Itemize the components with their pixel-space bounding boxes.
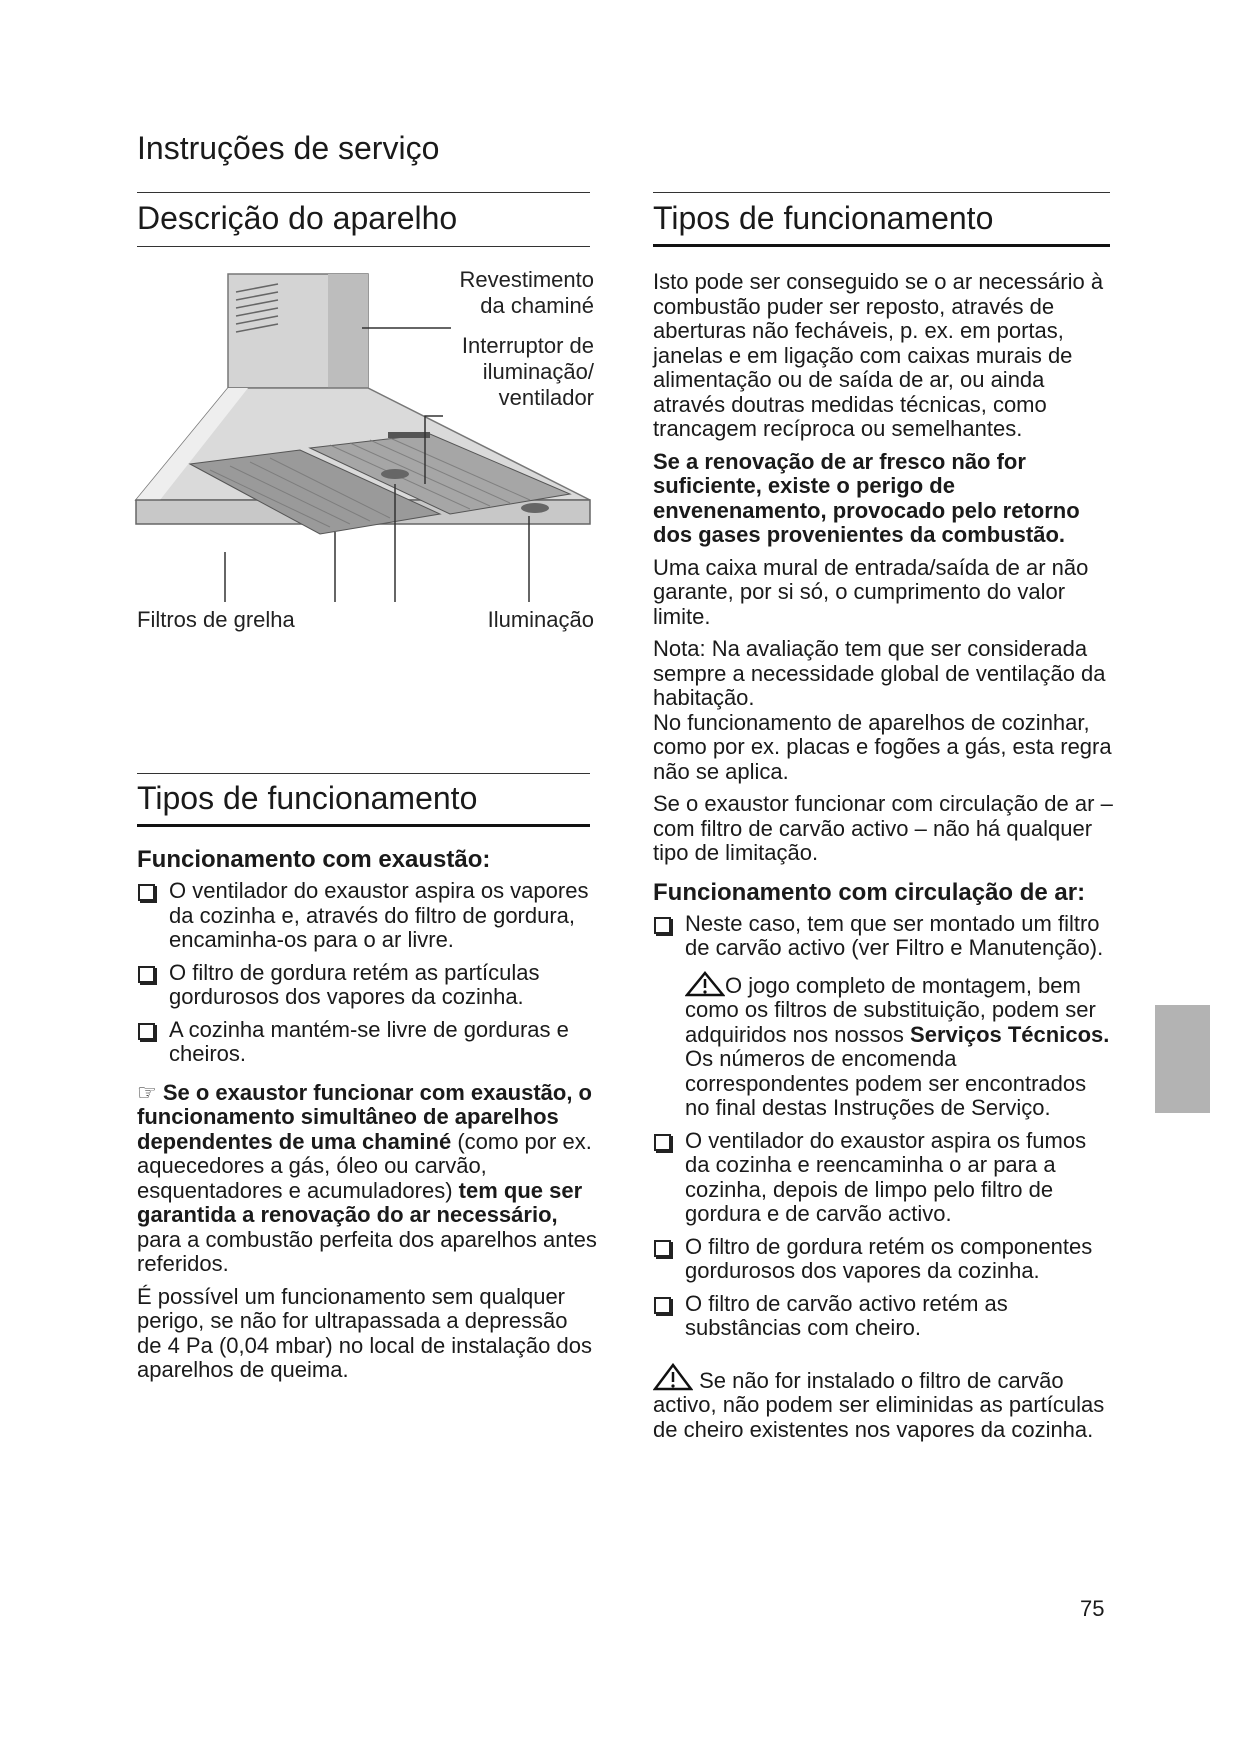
modes-section-title: Tipos de funcionamento: [137, 780, 478, 816]
chimney-note: ☞ Se o exaustor funcionar com exaustão, o funcionamento simultâneo de aparelhos dependentes de uma chaminé (como por ex. aquecedores a gás, óleo ou carvão, esquentadores e acumuladores) tem que ser garantida a renovação do ar necessário, para a combustão perfeita dos aparelhos antes referidos.: [137, 1079, 597, 1276]
divider: [137, 192, 590, 193]
warning-triangle-icon: [653, 1363, 693, 1391]
grease-filters-label: Filtros de grelha: [137, 607, 295, 632]
pointing-hand-icon: ☞: [137, 1079, 157, 1105]
page-number: 75: [1080, 1596, 1105, 1621]
list-item: O filtro de carvão activo retém as substâncias com cheiro.: [653, 1292, 1115, 1341]
divider: [137, 773, 590, 774]
final-warning: Se não for instalado o filtro de carvão activo, não podem ser eliminidas as partículas de cheiro existentes nos vapores da cozinha.: [653, 1363, 1115, 1443]
chimney-cover-label: Revestimento da chaminé: [459, 267, 594, 318]
right-body: [653, 270, 1115, 1450]
list-item: Neste caso, tem que ser montado um filtro de carvão activo (ver Filtro e Manutenção).: [653, 912, 1115, 961]
possible-paragraph: É possível um funcionamento sem qualquer perigo, se não for ultrapassada a depressão de 4 Pa (0,04 mbar) no local de instalação dos aparelhos de queima.: [137, 1283, 592, 1382]
divider: [137, 824, 590, 827]
kit-note: O jogo completo de montagem, bem como os filtros de substituição, podem ser adquiridos nos nossos Serviços Técnicos. Os números de encomenda correspondentes podem ser encontrados no final destas Instruções de Serviço.: [685, 972, 1110, 1120]
paragraph: Isto pode ser conseguido se o ar necessário à combustão puder ser reposto, através de aberturas não fecháveis, p. ex. em portas, janelas e em ligação com caixas murais de alimentação ou de saída de ar, ou ainda através doutras medidas técnicas, como trancagem recíproca ou semelhantes.: [653, 269, 1104, 441]
list-item: O ventilador do exaustor aspira os fumos da cozinha e reencaminha o ar para a cozinha, depois de limpo pelo filtro de gordura e de carvão activo.: [653, 1129, 1115, 1227]
exhaust-subtitle: Funcionamento com exaustão:: [137, 846, 491, 873]
list-item: O filtro de gordura retém as partículas gordurosos dos vapores da cozinha.: [137, 961, 597, 1010]
left-body: [137, 847, 597, 1391]
light-switch-label: Interruptor de iluminação/ ventilador: [461, 333, 594, 410]
note-paragraph: Nota: Na avaliação tem que ser considerada sempre a necessidade global de ventilação da habitação.: [653, 636, 1106, 710]
recirc-subtitle: Funcionamento com circulação de ar:: [653, 878, 1086, 906]
section-tab-marker: [1155, 1005, 1210, 1113]
checkbox-bullet-icon: [654, 1240, 671, 1257]
checkbox-bullet-icon: [138, 884, 155, 901]
paragraph: Se o exaustor funcionar com circulação de ar – com filtro de carvão activo – não há qualquer tipo de limitação.: [653, 791, 1113, 865]
checkbox-bullet-icon: [138, 1023, 155, 1040]
divider: [653, 192, 1110, 193]
checkbox-bullet-icon: [138, 966, 155, 983]
lighting-label: Iluminação: [487, 607, 594, 632]
device-section-title: Descrição do aparelho: [137, 200, 458, 236]
checkbox-bullet-icon: [654, 1297, 671, 1314]
divider: [137, 246, 590, 247]
paragraph: Uma caixa mural de entrada/saída de ar não garante, por si só, o cumprimento do valor limite.: [653, 554, 1089, 629]
list-item: A cozinha mantém-se livre de gorduras e cheiros.: [137, 1018, 597, 1067]
checkbox-bullet-icon: [654, 917, 671, 934]
poisoning-warning: Se a renovação de ar fresco não for suficiente, existe o perigo de envenenamento, provocado pelo retorno dos gases provenientes da combustão.: [653, 448, 1080, 547]
checkbox-bullet-icon: [654, 1134, 671, 1151]
warning-triangle-icon: [685, 971, 725, 997]
list-item: O filtro de gordura retém os componentes gordurosos dos vapores da cozinha.: [653, 1235, 1115, 1284]
page-title: Instruções de serviço: [137, 130, 440, 166]
divider: [653, 244, 1110, 247]
modes-section-title-right: Tipos de funcionamento: [653, 200, 994, 236]
paragraph: No funcionamento de aparelhos de cozinhar, como por ex. placas e fogões a gás, esta regra não se aplica.: [653, 709, 1112, 784]
list-item: O ventilador do exaustor aspira os vapores da cozinha e, através do filtro de gordura, encaminha-os para o ar livre.: [137, 879, 597, 953]
